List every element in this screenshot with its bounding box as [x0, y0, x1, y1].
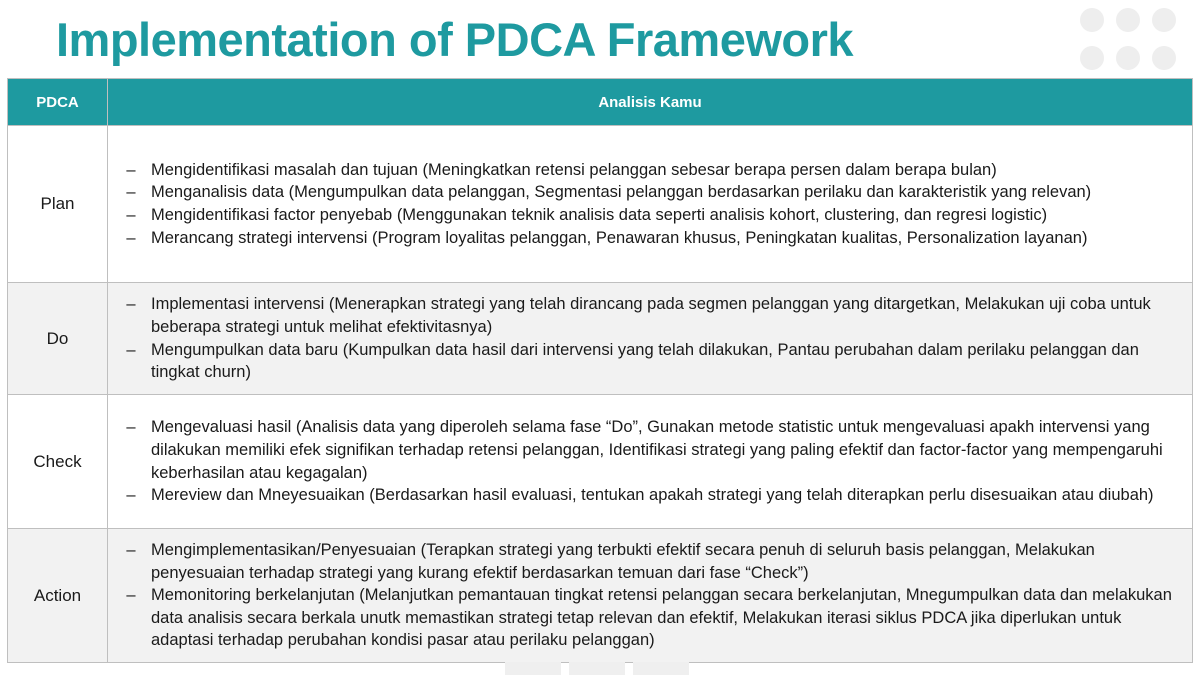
decorative-footer-blocks [505, 662, 689, 675]
list-item [124, 416, 1180, 484]
header-analisis: Analisis Kamu [108, 79, 1193, 126]
dash-bullet: – [126, 295, 136, 314]
phase-cell: Do [8, 283, 108, 395]
analysis-list [124, 539, 1180, 652]
analysis-cell [108, 395, 1193, 529]
page-title: Implementation of PDCA Framework [56, 13, 854, 66]
decorative-dot [1152, 8, 1176, 32]
dash-bullet: – [126, 160, 136, 179]
analysis-list [124, 293, 1180, 383]
list-item [124, 339, 1180, 384]
header-pdca: PDCA [8, 79, 108, 126]
list-item [124, 159, 1180, 182]
dash-bullet: – [126, 486, 136, 505]
list-item-text: Memonitoring berkelanjutan (Melanjutkan pemantauan tingkat retensi pelanggan secara berkelanjutan, Mnegumpulkan data dan melakukan data analisis secara berkala unutk memastikan strategi tetap relevan dan efektif, Melakukan iterasi siklus PDCA jika diperlukan untuk adaptasi terhadap perubahan kondisi pasar atau perilaku pelanggan) [151, 586, 1172, 650]
decorative-dot [1116, 8, 1140, 32]
decorative-dot [1116, 46, 1140, 70]
list-item [124, 484, 1180, 507]
list-item-text: Menganalisis data (Mengumpulkan data pelanggan, Segmentasi pelanggan berdasarkan perilaku dan karakteristik yang relevan) [151, 183, 1092, 202]
list-item-text: Mengidentifikasi factor penyebab (Menggunakan teknik analisis data seperti analisis kohort, clustering, dan regresi logistic) [151, 206, 1048, 224]
list-item-text: Merancang strategi intervensi (Program loyalitas pelanggan, Penawaran khusus, Peningkatan kualitas, Personalization layanan) [151, 228, 1088, 247]
list-item-text: Mengimplementasikan/Penyesuaian (Terapkan strategi yang terbukti efektif secara penuh di seluruh basis pelanggan, Melakukan penyesuaian terhadap strategi yang kurang efektif berdasarkan temuan dari fase “Check”) [151, 541, 1095, 582]
list-item [124, 181, 1180, 204]
decorative-dot [1080, 8, 1104, 32]
decorative-block [569, 662, 625, 675]
table-row-action [8, 529, 1193, 663]
table-row-do [8, 283, 1193, 395]
list-item [124, 539, 1180, 584]
phase-cell: Plan [8, 126, 108, 283]
table-header-row [8, 79, 1193, 126]
analysis-list [124, 416, 1180, 506]
analysis-cell [108, 283, 1193, 395]
decorative-dot [1080, 46, 1104, 70]
dash-bullet: – [126, 418, 136, 437]
table-row-plan [8, 126, 1193, 283]
decorative-block [633, 662, 689, 675]
phase-cell: Check [8, 395, 108, 529]
list-item [124, 227, 1180, 250]
dash-bullet: – [126, 206, 136, 224]
analysis-cell [108, 529, 1193, 663]
list-item [124, 293, 1180, 338]
list-item-text: Mengidentifikasi masalah dan tujuan (Meningkatkan retensi pelanggan sebesar berapa persen dalam berapa bulan) [151, 160, 997, 179]
analysis-list [124, 159, 1180, 249]
list-item [124, 204, 1180, 227]
phase-cell: Action [8, 529, 108, 663]
decorative-dots [1080, 8, 1200, 72]
table-row-check [8, 395, 1193, 529]
dash-bullet: – [126, 541, 136, 560]
decorative-block [505, 662, 561, 675]
list-item-text: Mereview dan Mneyesuaikan (Berdasarkan hasil evaluasi, tentukan apakah strategi yang telah diterapkan perlu disesuaikan atau diubah) [151, 486, 1154, 505]
decorative-dot [1152, 46, 1176, 70]
pdca-table [7, 78, 1193, 663]
dash-bullet: – [126, 228, 136, 247]
analysis-cell [108, 126, 1193, 283]
list-item-text: Implementasi intervensi (Menerapkan strategi yang telah dirancang pada segmen pelanggan yang ditargetkan, Melakukan uji coba untuk beberapa strategi untuk melihat efektivitasnya) [151, 295, 1151, 336]
dash-bullet: – [126, 183, 136, 202]
list-item [124, 584, 1180, 652]
list-item-text: Mengevaluasi hasil (Analisis data yang diperoleh selama fase “Do”, Gunakan metode statistic untuk mengevaluasi apakh intervensi yang dilakukan memiliki efek signifikan terhadap retensi pelanggan, Identifikasi strategi yang paling efektif dan factor-factor yang mempengaruhi keberhasilan atau kegagalan) [151, 418, 1163, 482]
dash-bullet: – [126, 586, 136, 605]
dash-bullet: – [126, 340, 136, 359]
list-item-text: Mengumpulkan data baru (Kumpulkan data hasil dari intervensi yang telah dilakukan, Pantau perubahan dalam perilaku pelanggan dan tingkat churn) [151, 340, 1139, 382]
